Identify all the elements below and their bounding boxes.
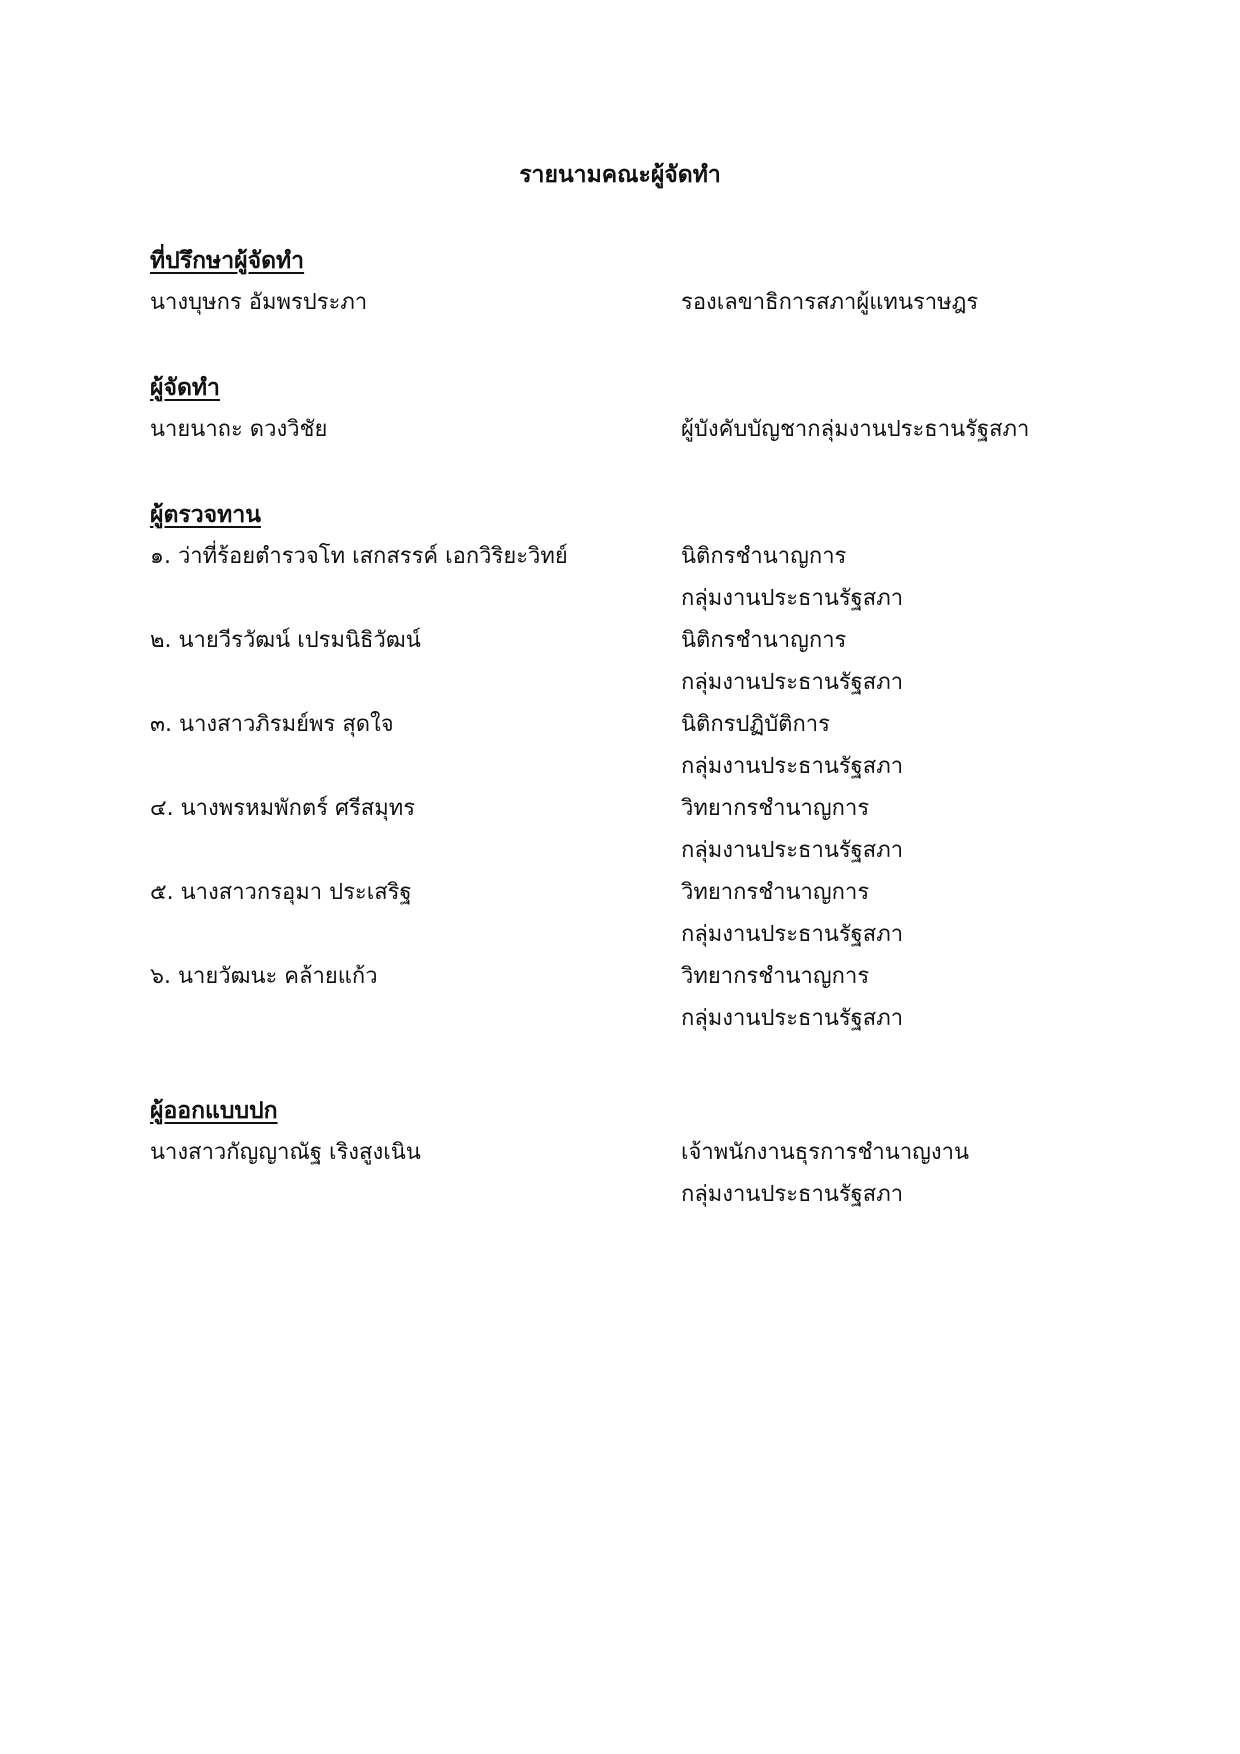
person-department: กลุ่มงานประธานรัฐสภา (681, 586, 904, 611)
person-position: วิทยากรชำนาญการ (681, 964, 870, 989)
person-row-continued (150, 578, 1100, 620)
section-heading-advisor: ที่ปรึกษาผู้จัดทำ (150, 248, 305, 274)
person-row (150, 788, 1100, 830)
person-row (150, 872, 1100, 914)
person-name: ๑. ว่าที่ร้อยตำรวจโท เสกสรรค์ เอกวิริยะวิทย์ (150, 544, 568, 569)
section-heading-reviewers: ผู้ตรวจทาน (150, 502, 261, 528)
person-position: นิติกรปฏิบัติการ (681, 712, 830, 737)
person-department: กลุ่มงานประธานรัฐสภา (681, 754, 904, 779)
person-row (150, 409, 1100, 451)
person-department: กลุ่มงานประธานรัฐสภา (681, 1182, 904, 1207)
person-row-continued (150, 746, 1100, 788)
person-name: ๒. นายวีรวัฒน์ เปรมนิธิวัฒน์ (150, 628, 421, 653)
person-row (150, 956, 1100, 998)
person-row (150, 536, 1100, 578)
page-title: รายนามคณะผู้จัดทำ (519, 162, 721, 188)
section-reviewers (150, 494, 1100, 1040)
person-row-continued (150, 1174, 1100, 1216)
person-name: นางสาวกัญญาณัฐ เริงสูงเนิน (150, 1140, 421, 1165)
person-row-continued (150, 998, 1100, 1040)
person-name: นางบุษกร อัมพรประภา (150, 290, 368, 315)
person-row-continued (150, 662, 1100, 704)
person-position: วิทยากรชำนาญการ (681, 796, 870, 821)
person-name: ๓. นางสาวภิรมย์พร สุดใจ (150, 712, 394, 737)
person-position: เจ้าพนักงานธุรการชำนาญงาน (681, 1140, 970, 1165)
person-row (150, 282, 1100, 324)
person-name: นายนาถะ ดวงวิชัย (150, 417, 328, 442)
person-position: นิติกรชำนาญการ (681, 544, 847, 569)
person-row-continued (150, 830, 1100, 872)
person-position: นิติกรชำนาญการ (681, 628, 847, 653)
person-department: กลุ่มงานประธานรัฐสภา (681, 1006, 904, 1031)
person-name: ๕. นางสาวกรอุมา ประเสริฐ (150, 880, 412, 905)
person-row (150, 704, 1100, 746)
person-row-continued (150, 914, 1100, 956)
person-department: กลุ่มงานประธานรัฐสภา (681, 922, 904, 947)
person-department: กลุ่มงานประธานรัฐสภา (681, 838, 904, 863)
person-name: ๔. นางพรหมพักตร์ ศรีสมุทร (150, 796, 416, 821)
person-row (150, 1132, 1100, 1174)
section-advisor (150, 240, 1100, 324)
section-cover-designer (150, 1090, 1100, 1216)
person-row (150, 620, 1100, 662)
section-heading-preparer: ผู้จัดทำ (150, 375, 220, 401)
person-position: วิทยากรชำนาญการ (681, 880, 870, 905)
section-heading-cover-designer: ผู้ออกแบบปก (150, 1098, 278, 1124)
person-name: ๖. นายวัฒนะ คล้ายแก้ว (150, 964, 378, 989)
person-department: กลุ่มงานประธานรัฐสภา (681, 670, 904, 695)
person-position: รองเลขาธิการสภาผู้แทนราษฎร (681, 290, 979, 315)
person-position: ผู้บังคับบัญชากลุ่มงานประธานรัฐสภา (681, 417, 1030, 442)
section-preparer (150, 367, 1100, 451)
